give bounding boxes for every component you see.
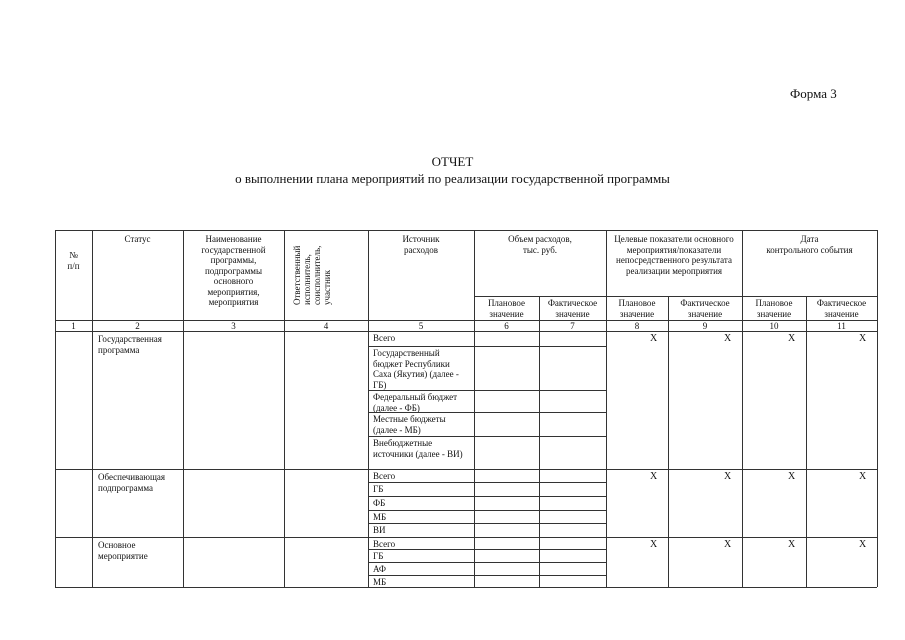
x-mark: X	[650, 539, 658, 550]
section-status: Обеспечивающая подпрограмма	[98, 472, 166, 493]
header-source: Источник расходов	[402, 234, 440, 255]
header-number: № п/п	[67, 250, 80, 271]
grid-line	[806, 296, 807, 587]
source-label: ФБ	[373, 498, 386, 508]
grid-line	[183, 230, 184, 587]
column-number-7: 7	[570, 321, 575, 331]
grid-line	[474, 230, 475, 587]
grid-line	[606, 230, 607, 587]
column-number-2: 2	[135, 321, 140, 331]
x-mark: X	[650, 333, 658, 344]
column-number-11: 11	[837, 321, 846, 331]
section-status: Государственная программа	[98, 334, 162, 355]
x-mark: X	[724, 471, 732, 482]
header-indicators: Целевые показатели основного мероприятия/показатели непосредственного результата реализации мероприятия	[614, 234, 734, 276]
x-mark: X	[724, 333, 732, 344]
x-mark: X	[724, 539, 732, 550]
column-number-1: 1	[71, 321, 76, 331]
header-volume: Объем расходов, тыс. руб.	[508, 234, 572, 255]
x-mark: X	[859, 471, 867, 482]
header-planned-5: Плановое значение	[755, 298, 793, 319]
x-mark: X	[788, 539, 796, 550]
column-number-3: 3	[231, 321, 236, 331]
source-label: Внебюджетные источники (далее - ВИ)	[373, 438, 463, 459]
column-number-9: 9	[702, 321, 708, 331]
header-responsible: Ответственный исполнитель, соисполнитель, участник	[292, 245, 332, 305]
column-number-10: 10	[769, 321, 779, 331]
header-planned-1: Плановое значение	[487, 298, 526, 319]
column-number-6: 6	[504, 321, 509, 331]
source-label: Государственный бюджет Республики Саха (Якутия) (далее - ГБ)	[373, 348, 459, 390]
source-label: ВИ	[373, 525, 386, 535]
section-divider	[55, 537, 877, 538]
row-line	[368, 482, 606, 483]
source-label: АФ	[373, 564, 387, 574]
grid-line	[742, 230, 743, 587]
x-mark: X	[859, 539, 867, 550]
column-number-5: 5	[418, 321, 424, 331]
grid-line	[368, 230, 369, 587]
grid-line	[284, 230, 285, 587]
header-actual-6: Фактическое значение	[816, 298, 867, 319]
column-number-4: 4	[323, 321, 329, 331]
header-planned-3: Плановое значение	[618, 298, 656, 319]
row-line	[368, 510, 606, 511]
row-line	[368, 575, 606, 576]
header-status: Статус	[124, 234, 151, 244]
header-actual-4: Фактическое значение	[680, 298, 730, 319]
page-title: ОТЧЕТ	[431, 154, 474, 169]
column-number-8: 8	[634, 321, 640, 331]
row-line	[368, 549, 606, 550]
row-line	[368, 496, 606, 497]
form-label: Форма 3	[790, 86, 837, 101]
row-line	[368, 562, 606, 563]
source-label: Всего	[373, 471, 396, 481]
row-line	[368, 390, 606, 391]
grid-line	[92, 230, 93, 587]
source-label: Местные бюджеты (далее - МБ)	[373, 414, 446, 435]
header-date: Дата контрольного события	[766, 234, 853, 255]
grid-line	[55, 230, 56, 587]
row-line	[368, 412, 606, 413]
x-mark: X	[788, 471, 796, 482]
source-label: ГБ	[373, 484, 384, 494]
x-mark: X	[788, 333, 796, 344]
x-mark: X	[859, 333, 867, 344]
x-mark: X	[650, 471, 658, 482]
section-status: Основное мероприятие	[98, 540, 148, 561]
source-label: ГБ	[373, 551, 384, 561]
header-name: Наименование государственной программы, подпрограммы основного мероприятия, мероприятия	[201, 234, 266, 307]
section-divider	[55, 469, 877, 470]
row-line	[368, 523, 606, 524]
source-label: Всего	[373, 539, 396, 549]
grid-line	[877, 230, 878, 587]
source-label: МБ	[373, 577, 387, 587]
page-subtitle: о выполнении плана мероприятий по реализации государственной программы	[235, 171, 670, 186]
grid-line	[668, 296, 669, 587]
table-top-border	[55, 230, 877, 231]
row-line	[368, 346, 606, 347]
row-line	[368, 436, 606, 437]
source-label: Федеральный бюджет (далее - ФБ)	[373, 392, 458, 413]
grid-line	[474, 296, 877, 297]
source-label: МБ	[373, 512, 387, 522]
source-label: Всего	[373, 333, 396, 343]
grid-line	[539, 296, 540, 587]
header-actual-2: Фактическое значение	[547, 298, 598, 319]
